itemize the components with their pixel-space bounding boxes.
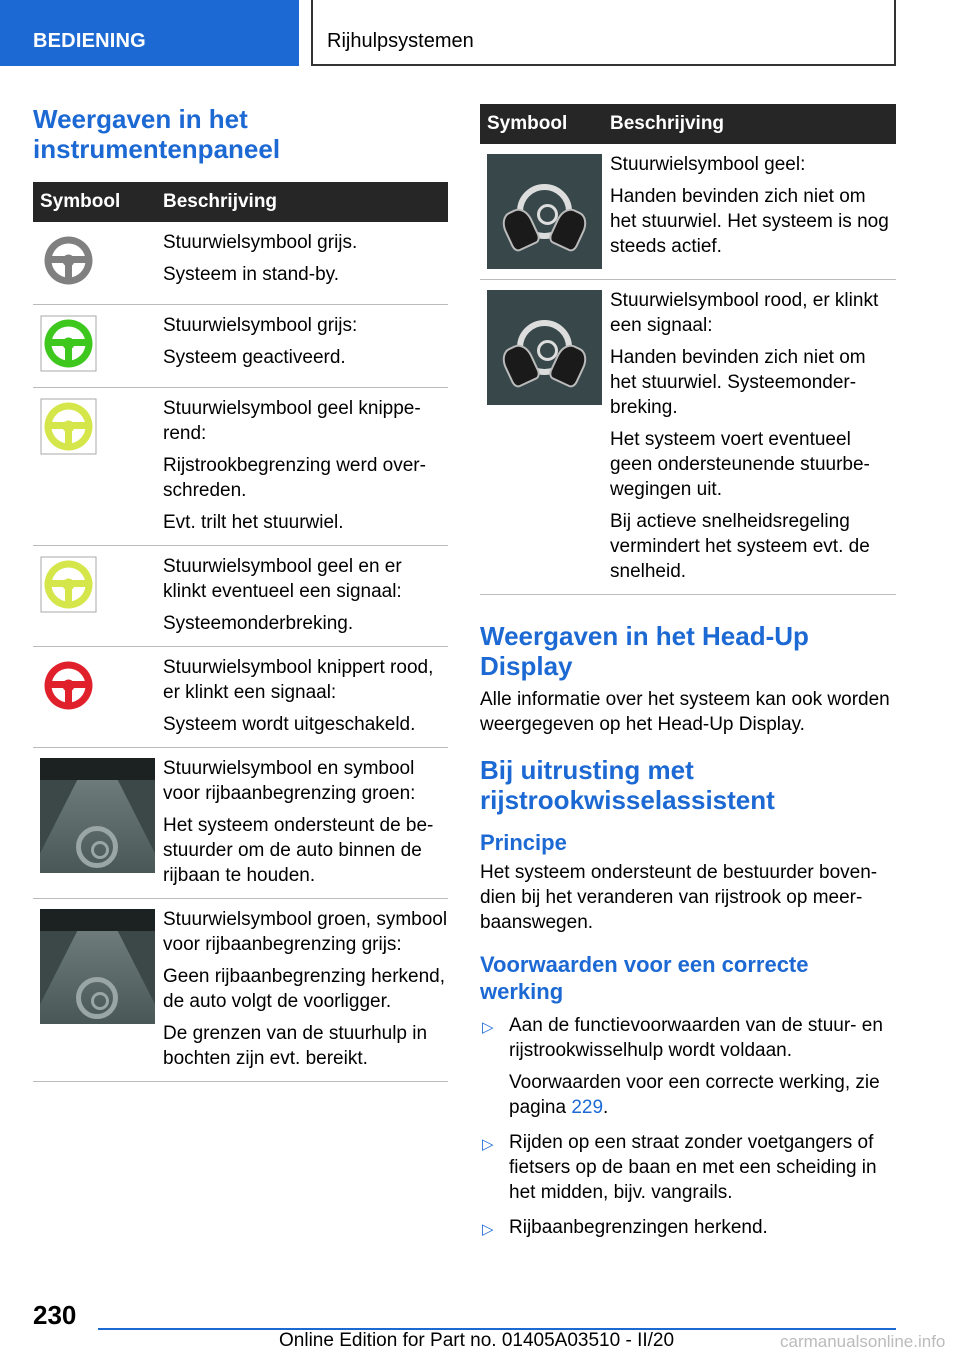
row-description [163, 554, 448, 636]
row-description [163, 756, 448, 888]
description-paragraph: Systeemonderbreking. [163, 613, 354, 634]
hands-on-wheel-red-display [480, 288, 610, 584]
header-chapter-box [311, 0, 896, 66]
table-row [33, 305, 448, 388]
list-item [480, 1013, 896, 1120]
description-paragraph: Stuurwielsymbool grijs: [163, 315, 358, 336]
steering-wheel-gray-icon [33, 230, 163, 294]
description-paragraph: Stuurwielsymbool grijs. [163, 232, 358, 253]
hands-on-wheel-yellow-display [480, 152, 610, 269]
left-table-header [33, 182, 448, 222]
footer-edition: Online Edition for Part no. 01405A03510 - II/20 [279, 1330, 675, 1351]
description-paragraph: Systeem in stand-by. [163, 264, 340, 285]
bullet-subtext-prefix: Voorwaarden voor een correcte werking, zie pagina [509, 1072, 880, 1118]
right-table-header [480, 104, 896, 144]
conditions-list [480, 1013, 896, 1240]
description-paragraph: Evt. trilt het stuurwiel. [163, 512, 344, 533]
row-description [610, 288, 896, 584]
principe-heading: Principe [480, 830, 567, 855]
description-paragraph: Het systeem ondersteunt de bestuurder om de auto binnen de rijbaan te houden. [163, 815, 434, 886]
table-row [33, 647, 448, 748]
header-section-tab [0, 0, 299, 66]
table-row [33, 899, 448, 1082]
bullet-text: Rijbaanbegrenzingen herkend. [509, 1217, 768, 1238]
list-item [480, 1215, 896, 1240]
description-paragraph: Stuurwielsymbool rood, er klinkt een signaal: [610, 290, 879, 336]
description-paragraph: Handen bevinden zich niet om het stuurwiel. Systeemonderbreking. [610, 347, 866, 418]
description-paragraph: Bij actieve snelheidsregeling vermindert het systeem evt. de snelheid. [610, 511, 870, 582]
conditions-heading: Voorwaarden voor een correcte werking [480, 952, 809, 1004]
bullet-text: Rijden op een straat zonder voetgangers of fietsers op de baan en met een scheiding in het midden, bijv. vangrails. [509, 1132, 877, 1203]
page-link[interactable]: 229 [571, 1097, 604, 1118]
table-row [33, 388, 448, 546]
steering-wheel-red-icon [33, 655, 163, 737]
triangle-bullet-icon: ▷ [482, 1019, 494, 1036]
hud-text: Alle informatie over het systeem kan ook worden weergegeven op het Head-Up Display. [480, 689, 890, 735]
table-row [33, 546, 448, 647]
row-description [163, 313, 448, 377]
col-desc-header: Beschrijving [610, 113, 725, 134]
bullet-text: Aan de functievoorwaarden van de stuur- en rijstrookwisselhulp wordt voldaan. [509, 1015, 883, 1061]
description-paragraph: Het systeem voert eventueel geen ondersteunende stuurbewegingen uit. [610, 429, 870, 500]
description-paragraph: Stuurwielsymbool geel knipperend: [163, 398, 421, 444]
description-paragraph: Stuurwielsymbool groen, symbool voor rijbaanbegrenzing grijs: [163, 909, 448, 955]
bullet-subtext [509, 1070, 896, 1120]
description-paragraph: Stuurwielsymbool geel en er klinkt eventueel een signaal: [163, 556, 402, 602]
description-paragraph: Rijstrookbegrenzing werd overschreden. [163, 455, 426, 501]
description-paragraph: De grenzen van de stuurhulp in bochten zijn evt. bereikt. [163, 1023, 428, 1069]
right-column [480, 104, 896, 1250]
description-paragraph: Systeem geactiveerd. [163, 347, 346, 368]
col-symbol-header: Symbool [40, 191, 121, 212]
description-paragraph: Stuurwielsymbool geel: [610, 154, 806, 175]
left-table-body [33, 222, 448, 1082]
row-description [163, 907, 448, 1071]
list-item [480, 1130, 896, 1205]
triangle-bullet-icon: ▷ [482, 1136, 494, 1153]
left-column [33, 104, 448, 1082]
row-description [163, 655, 448, 737]
row-description [610, 152, 896, 269]
instrument-panel-heading: Weergaven in het instrumentenpaneel [33, 104, 281, 164]
col-desc-header: Beschrijving [163, 191, 278, 212]
lane-change-heading: Bij uitrusting met rijstrookwisselassistent [480, 755, 775, 815]
header-section-label: BEDIENING [33, 30, 146, 52]
page-number: 230 [33, 1300, 77, 1330]
hud-heading: Weergaven in het Head-Up Display [480, 621, 809, 681]
lane-boundary-green-display [33, 756, 163, 888]
steering-wheel-yellow-blinking-icon [33, 396, 163, 535]
row-description [163, 396, 448, 535]
right-table-body [480, 144, 896, 595]
row-description [163, 230, 448, 294]
col-symbol-header: Symbool [487, 113, 568, 134]
steering-wheel-yellow-icon [33, 554, 163, 636]
table-row [480, 144, 896, 280]
description-paragraph: Handen bevinden zich niet om het stuurwiel. Het systeem is nog steeds actief. [610, 186, 889, 257]
description-paragraph: Systeem wordt uitgeschakeld. [163, 714, 416, 735]
table-row [33, 222, 448, 305]
lane-boundary-gray-display [33, 907, 163, 1071]
table-row [480, 280, 896, 595]
bullet-subtext-suffix: . [603, 1097, 609, 1118]
table-row [33, 748, 448, 899]
description-paragraph: Stuurwielsymbool knippert rood, er klinkt een signaal: [163, 657, 434, 703]
triangle-bullet-icon: ▷ [482, 1221, 494, 1238]
header-chapter-label: Rijhulpsystemen [327, 30, 474, 52]
steering-wheel-green-icon [33, 313, 163, 377]
watermark: carmanualsonline.info [780, 1332, 946, 1351]
description-paragraph: Stuurwielsymbool en symbool voor rijbaanbegrenzing groen: [163, 758, 416, 804]
principe-text: Het systeem ondersteunt de bestuurder bovendien bij het veranderen van rijstrook op meerbaanswegen. [480, 862, 878, 933]
description-paragraph: Geen rijbaanbegrenzing herkend, de auto volgt de voorligger. [163, 966, 446, 1012]
